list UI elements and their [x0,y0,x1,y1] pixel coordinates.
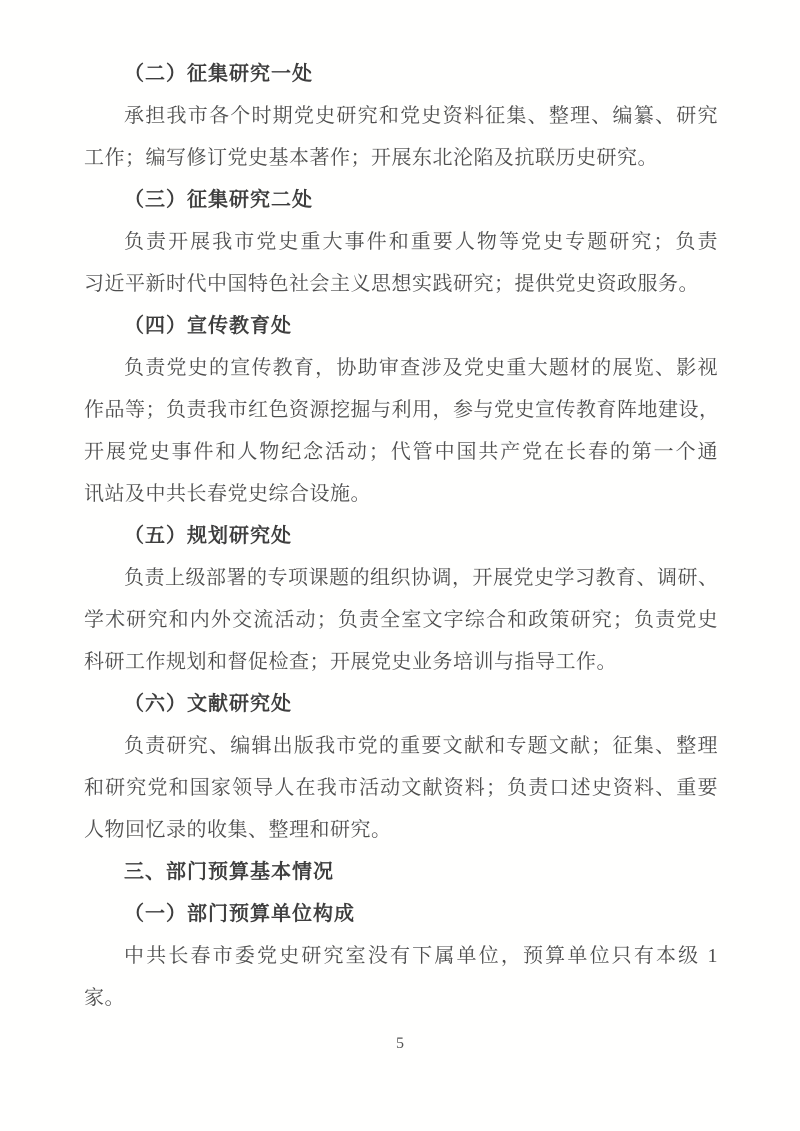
text-line: 开展党史事件和人物纪念活动；代管中国共产党在长春的第一个通 [84,441,718,463]
paragraph-section-3 [84,221,718,305]
text-line: 和研究党和国家领导人在我市活动文献资料；负责口述史资料、重要 [84,777,718,799]
text-line: 作品等；负责我市红色资源挖掘与利用，参与党史宣传教育阵地建设， [84,399,720,421]
section-heading-5: （五）规划研究处 [124,525,292,547]
section-heading-budget-units: （一）部门预算单位构成 [124,903,355,925]
text-line: 讯站及中共长春党史综合设施。 [84,483,371,505]
text-line: 习近平新时代中国特色社会主义思想实践研究；提供党史资政服务。 [84,273,699,295]
text-line: 人物回忆录的收集、整理和研究。 [84,819,392,841]
text-line: 工作；编写修订党史基本著作；开展东北沦陷及抗联历史研究。 [84,147,658,169]
section-heading-3: （三）征集研究二处 [124,189,313,211]
text-line: 负责开展我市党史重大事件和重要人物等党史专题研究；负责 [124,231,718,253]
section-heading-6: （六）文献研究处 [124,693,292,715]
section-heading-4: （四）宣传教育处 [124,315,292,337]
text-line: 中共长春市委党史研究室没有下属单位，预算单位只有本级 1 [124,945,718,967]
paragraph-section-5 [84,557,718,683]
text-line: 负责研究、编辑出版我市党的重要文献和专题文献；征集、整理 [124,735,718,757]
text-line: 家。 [84,987,125,1009]
paragraph-budget-units [84,935,718,1019]
section-heading-2: （二）征集研究一处 [124,63,313,85]
page-number: 5 [396,1035,404,1052]
text-line: 科研工作规划和督促检查；开展党史业务培训与指导工作。 [84,651,617,673]
paragraph-section-2 [84,95,718,179]
paragraph-section-6 [84,725,718,851]
paragraph-section-4 [84,347,718,515]
text-line: 负责党史的宣传教育，协助审查涉及党史重大题材的展览、影视 [124,357,718,379]
document-body [84,53,718,1019]
text-line: 承担我市各个时期党史研究和党史资料征集、整理、编纂、研究 [124,105,718,127]
text-line: 负责上级部署的专项课题的组织协调，开展党史学习教育、调研、 [124,567,719,589]
chapter-heading-budget-overview: 三、部门预算基本情况 [124,861,334,883]
text-line: 学术研究和内外交流活动；负责全室文字综合和政策研究；负责党史 [84,609,718,631]
